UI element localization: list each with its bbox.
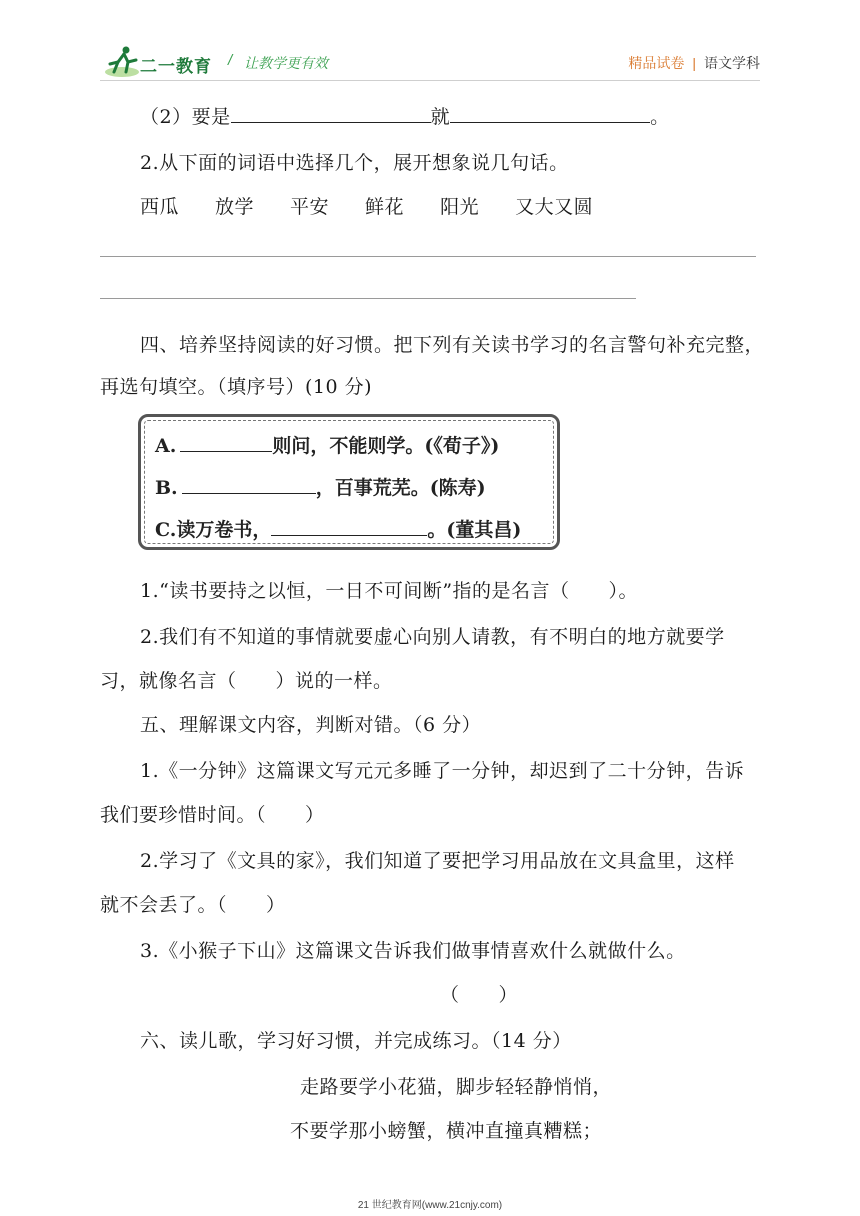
quote-a-label: A. xyxy=(155,435,177,457)
quote-a-text: 则问，不能则学。(《荀子》) xyxy=(272,435,500,457)
quote-b-label: B. xyxy=(155,477,178,499)
word-item: 西瓜 xyxy=(140,196,180,218)
tag-separator: | xyxy=(692,55,696,71)
s4-q2-line2: 习，就像名言（ ）说的一样。 xyxy=(100,670,393,692)
s3-item2-blank1[interactable] xyxy=(231,104,431,123)
quote-a xyxy=(155,431,499,458)
quote-c-text: C.读万卷书， xyxy=(155,519,272,541)
page-footer: 21 世纪教育网(www.21cnjy.com) xyxy=(357,1200,503,1211)
word-item: 又大又圆 xyxy=(515,196,594,218)
quote-b-text: ，百事荒芜。(陈寿) xyxy=(315,477,486,499)
s3-q2: 2.从下面的词语中选择几个，展开想象说几句话。 xyxy=(140,152,569,174)
quote-b-blank[interactable] xyxy=(182,475,316,494)
word-item: 鲜花 xyxy=(365,196,405,218)
s5-q2-line1: 2.学习了《文具的家》，我们知道了要把学习用品放在文具盒里，这样 xyxy=(140,850,735,872)
s6-title: 六、读儿歌，学习好习惯，并完成练习。（14 分） xyxy=(140,1030,572,1052)
s4-q1: 1.“读书要持之以恒，一日不可间断”指的是名言（ ）。 xyxy=(140,580,639,602)
word-item: 平安 xyxy=(290,196,330,218)
s3-item2-mid: 就 xyxy=(430,106,451,128)
answer-line-2[interactable] xyxy=(100,298,636,299)
answer-line-1[interactable] xyxy=(100,256,756,257)
s4-title-line2: 再选句填空。（填序号）(10 分) xyxy=(100,376,373,398)
quote-b xyxy=(155,473,486,500)
tag-premium: 精品试卷 xyxy=(628,55,685,71)
header-tags xyxy=(628,53,760,73)
quote-a-blank[interactable] xyxy=(180,433,272,452)
s5-title: 五、理解课文内容，判断对错。（6 分） xyxy=(140,714,482,736)
s3-item2 xyxy=(140,102,670,129)
s3-item2-blank2[interactable] xyxy=(450,104,650,123)
slogan: 让教学更有效 xyxy=(244,55,328,71)
poem-line-2: 不要学那小螃蟹，横冲直撞真糟糕； xyxy=(290,1120,603,1142)
s3-item2-end: 。 xyxy=(650,106,670,128)
slogan-separator: / xyxy=(228,52,233,69)
tag-subject: 语文学科 xyxy=(704,55,760,71)
quote-c-tail: 。(董其昌) xyxy=(427,519,522,541)
s4-q2-line1: 2.我们有不知道的事情就要虚心向别人请教，有不明白的地方就要学 xyxy=(140,626,725,648)
s3-item2-prefix: （2）要是 xyxy=(140,106,231,128)
s5-q3-line1: 3.《小猴子下山》这篇课文告诉我们做事情喜欢什么就做什么。 xyxy=(140,940,686,962)
brand-name: 二一教育 xyxy=(140,57,212,76)
word-item: 阳光 xyxy=(440,196,480,218)
quote-box xyxy=(138,414,560,550)
brand-logo xyxy=(104,44,224,84)
s5-q2-line2: 就不会丢了。（ ） xyxy=(100,894,286,916)
poem-line-1: 走路要学小花猫，脚步轻轻静悄悄， xyxy=(300,1076,613,1098)
page-header xyxy=(0,0,860,90)
quote-c xyxy=(155,515,521,542)
s4-title-line1: 四、培养坚持阅读的好习惯。把下列有关读书学习的名言警句补充完整， xyxy=(140,334,765,356)
s5-q1-line2: 我们要珍惜时间。（ ） xyxy=(100,804,325,826)
s5-q1-line1: 1.《一分钟》这篇课文写元元多睡了一分钟，却迟到了二十分钟，告诉 xyxy=(140,760,745,782)
header-divider xyxy=(100,80,760,81)
s3-word-list xyxy=(140,192,629,219)
word-item: 放学 xyxy=(215,196,255,218)
runner-icon xyxy=(104,44,144,80)
s5-q3-paren: （ ） xyxy=(440,984,519,1006)
quote-c-blank[interactable] xyxy=(271,517,427,536)
